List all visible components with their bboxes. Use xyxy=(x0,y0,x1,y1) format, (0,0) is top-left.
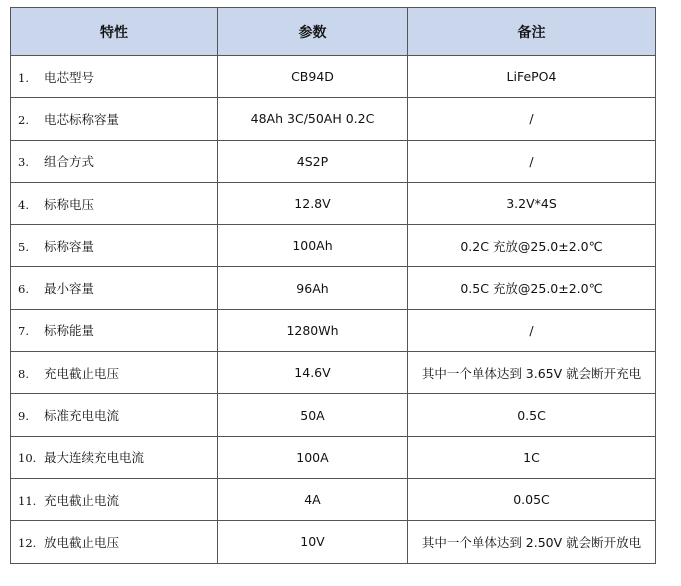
remark-cell: / xyxy=(408,309,656,351)
remark-cell: 1C xyxy=(408,436,656,478)
table-row xyxy=(11,309,656,351)
remark-cell: / xyxy=(408,98,656,140)
param-cell: 100A xyxy=(218,436,408,478)
remark-cell: LiFePO4 xyxy=(408,56,656,98)
remark-cell: 3.2V*4S xyxy=(408,182,656,224)
remark-cell: 0.2C 充放@25.0±2.0℃ xyxy=(408,225,656,267)
param-cell: 4A xyxy=(218,478,408,520)
param-cell: 48Ah 3C/50AH 0.2C xyxy=(218,98,408,140)
feature-label: 充电截止电压 xyxy=(44,365,120,381)
remark-cell: / xyxy=(408,140,656,182)
row-number: 1. xyxy=(18,70,29,85)
feature-cell xyxy=(11,98,218,140)
param-cell: 4S2P xyxy=(218,140,408,182)
feature-label: 标准充电电流 xyxy=(44,408,120,424)
row-number: 12. xyxy=(18,535,37,550)
header-feature: 特性 xyxy=(11,8,218,56)
param-cell: 10V xyxy=(218,521,408,563)
header-remark: 备注 xyxy=(408,8,656,56)
table-body xyxy=(11,56,656,564)
table-row xyxy=(11,478,656,520)
feature-label: 放电截止电压 xyxy=(44,534,120,550)
table-row xyxy=(11,98,656,140)
param-cell: 50A xyxy=(218,394,408,436)
row-number: 6. xyxy=(18,282,29,297)
feature-cell xyxy=(11,267,218,309)
row-number: 9. xyxy=(18,409,29,424)
feature-cell xyxy=(11,225,218,267)
table-row xyxy=(11,352,656,394)
feature-label: 标称能量 xyxy=(44,323,95,339)
remark-cell: 0.5C xyxy=(408,394,656,436)
feature-cell xyxy=(11,309,218,351)
param-cell: 100Ah xyxy=(218,225,408,267)
param-cell: 96Ah xyxy=(218,267,408,309)
remark-cell: 0.05C xyxy=(408,478,656,520)
header-row xyxy=(11,8,656,56)
row-number: 8. xyxy=(18,366,29,381)
row-number: 7. xyxy=(18,324,29,339)
table-row xyxy=(11,182,656,224)
feature-label: 组合方式 xyxy=(44,154,95,170)
header-param: 参数 xyxy=(218,8,408,56)
feature-cell xyxy=(11,394,218,436)
param-cell: CB94D xyxy=(218,56,408,98)
row-number: 5. xyxy=(18,239,29,254)
feature-cell xyxy=(11,182,218,224)
feature-cell xyxy=(11,436,218,478)
row-number: 11. xyxy=(18,493,37,508)
table-row xyxy=(11,436,656,478)
feature-label: 最大连续充电电流 xyxy=(44,450,145,466)
feature-cell xyxy=(11,521,218,563)
table-row xyxy=(11,394,656,436)
feature-label: 最小容量 xyxy=(44,281,95,297)
remark-cell: 其中一个单体达到 3.65V 就会断开充电 xyxy=(408,352,656,394)
row-number: 3. xyxy=(18,155,29,170)
table-row xyxy=(11,56,656,98)
remark-cell: 其中一个单体达到 2.50V 就会断开放电 xyxy=(408,521,656,563)
remark-cell: 0.5C 充放@25.0±2.0℃ xyxy=(408,267,656,309)
feature-label: 标称容量 xyxy=(44,238,95,254)
feature-cell xyxy=(11,56,218,98)
feature-label: 充电截止电流 xyxy=(44,492,120,508)
param-cell: 1280Wh xyxy=(218,309,408,351)
feature-label: 电芯型号 xyxy=(44,69,95,85)
feature-label: 标称电压 xyxy=(44,196,95,212)
spec-table xyxy=(10,7,656,564)
table-row xyxy=(11,267,656,309)
feature-label: 电芯标称容量 xyxy=(44,111,120,127)
row-number: 4. xyxy=(18,197,29,212)
table-row xyxy=(11,521,656,563)
table-header xyxy=(11,8,656,56)
row-number: 2. xyxy=(18,112,29,127)
row-number: 10. xyxy=(18,451,37,466)
table-row xyxy=(11,140,656,182)
table-row xyxy=(11,225,656,267)
feature-cell xyxy=(11,352,218,394)
param-cell: 14.6V xyxy=(218,352,408,394)
feature-cell xyxy=(11,140,218,182)
feature-cell xyxy=(11,478,218,520)
param-cell: 12.8V xyxy=(218,182,408,224)
